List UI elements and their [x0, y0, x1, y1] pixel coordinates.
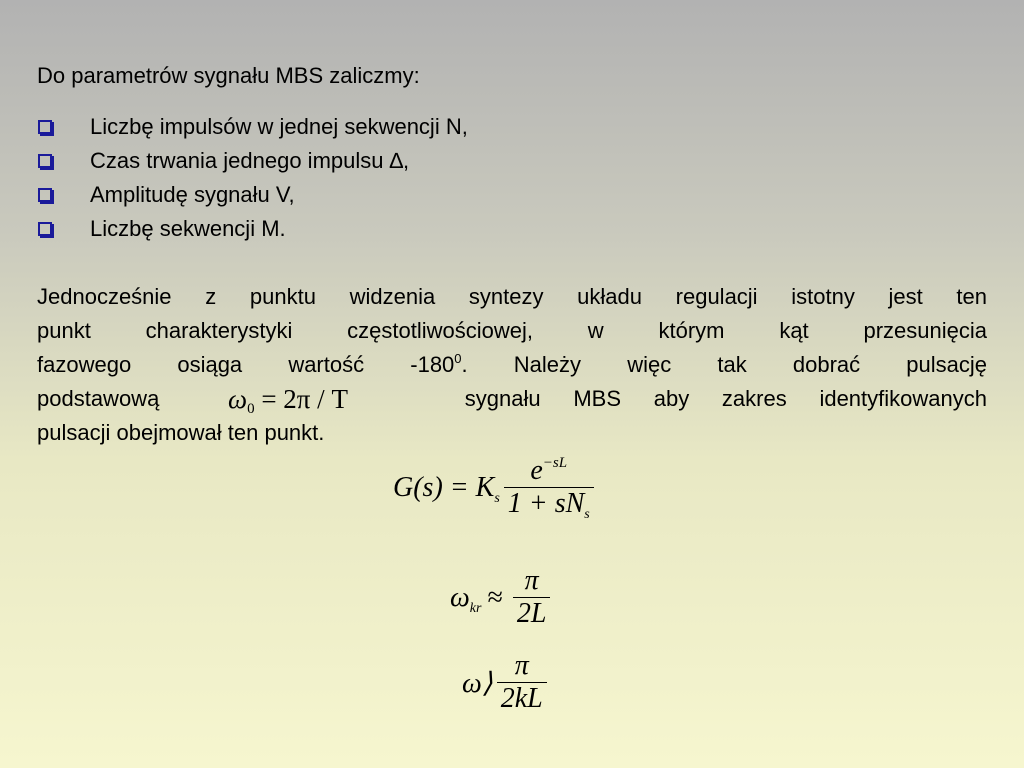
- formula-fraction: [497, 650, 547, 715]
- formula-fraction: [513, 565, 551, 630]
- list-item: [37, 178, 468, 212]
- omega-greater-formula: [462, 650, 551, 715]
- body-paragraph: [37, 280, 987, 450]
- list-item: [37, 144, 468, 178]
- fraction-numerator: π: [514, 650, 529, 681]
- list-item: [37, 212, 468, 246]
- denominator-text: 1 + sN: [507, 488, 585, 519]
- paragraph-line-text: sygnału MBS aby zakres identyfikowanych: [464, 386, 987, 411]
- list-item-text: Czas trwania jednego impulsu ∆,: [90, 148, 410, 173]
- transfer-function-formula: [393, 455, 598, 520]
- approx-operator: ≈: [487, 581, 503, 613]
- degree-superscript: 0: [454, 351, 462, 366]
- fraction-denominator: 2L: [516, 598, 547, 629]
- list-item-text: Liczbę impulsów w jednej sekwencji N,: [90, 114, 468, 139]
- numerator-exponent: −sL: [542, 455, 568, 471]
- checkbox-bullet-icon: [38, 154, 52, 168]
- formula-lhs: G(s) = K: [393, 471, 495, 503]
- paragraph-line: [37, 382, 987, 416]
- formula-subscript: s: [494, 490, 500, 506]
- intro-text: Do parametrów sygnału MBS zaliczmy:: [37, 63, 420, 88]
- numerator-base: e: [530, 455, 543, 486]
- list-item-text: Amplitudę sygnału V,: [90, 182, 295, 207]
- formula-symbol: ω⟩: [462, 667, 493, 699]
- checkbox-bullet-icon: [38, 120, 52, 134]
- paragraph-line-text: podstawową: [37, 386, 160, 411]
- list-item-text: Liczbę sekwencji M.: [90, 216, 286, 241]
- formula-symbol: ω: [450, 581, 470, 613]
- formula-subscript: s: [584, 507, 590, 522]
- checkbox-bullet-icon: [38, 188, 52, 202]
- formula-subscript: kr: [469, 600, 482, 616]
- omega-kr-formula: [450, 565, 554, 630]
- parameter-list: [37, 110, 468, 246]
- fraction-denominator: [504, 488, 594, 520]
- formula-subscript: 0: [247, 401, 255, 417]
- checkbox-bullet-icon: [38, 222, 52, 236]
- paragraph-line-text: . Należy więc tak dobrać pulsację: [461, 352, 987, 377]
- paragraph-line-text: fazowego osiąga wartość -180: [37, 352, 455, 377]
- paragraph-line: pulsacji obejmował ten punkt.: [37, 420, 325, 445]
- formula-fraction: [504, 455, 594, 520]
- fraction-numerator: [526, 455, 571, 487]
- formula-symbol: ω: [228, 384, 248, 414]
- omega0-formula: [228, 382, 348, 416]
- paragraph-line: Jednocześnie z punktu widzenia syntezy układu regulacji istotny jest ten: [37, 284, 987, 309]
- formula-expression: = 2π / T: [261, 384, 348, 414]
- paragraph-line: [37, 348, 987, 382]
- fraction-denominator: 2kL: [500, 683, 543, 714]
- paragraph-line: punkt charakterystyki częstotliwościowej, w którym kąt przesunięcia: [37, 318, 987, 343]
- list-item: [37, 110, 468, 144]
- fraction-numerator: π: [524, 565, 539, 596]
